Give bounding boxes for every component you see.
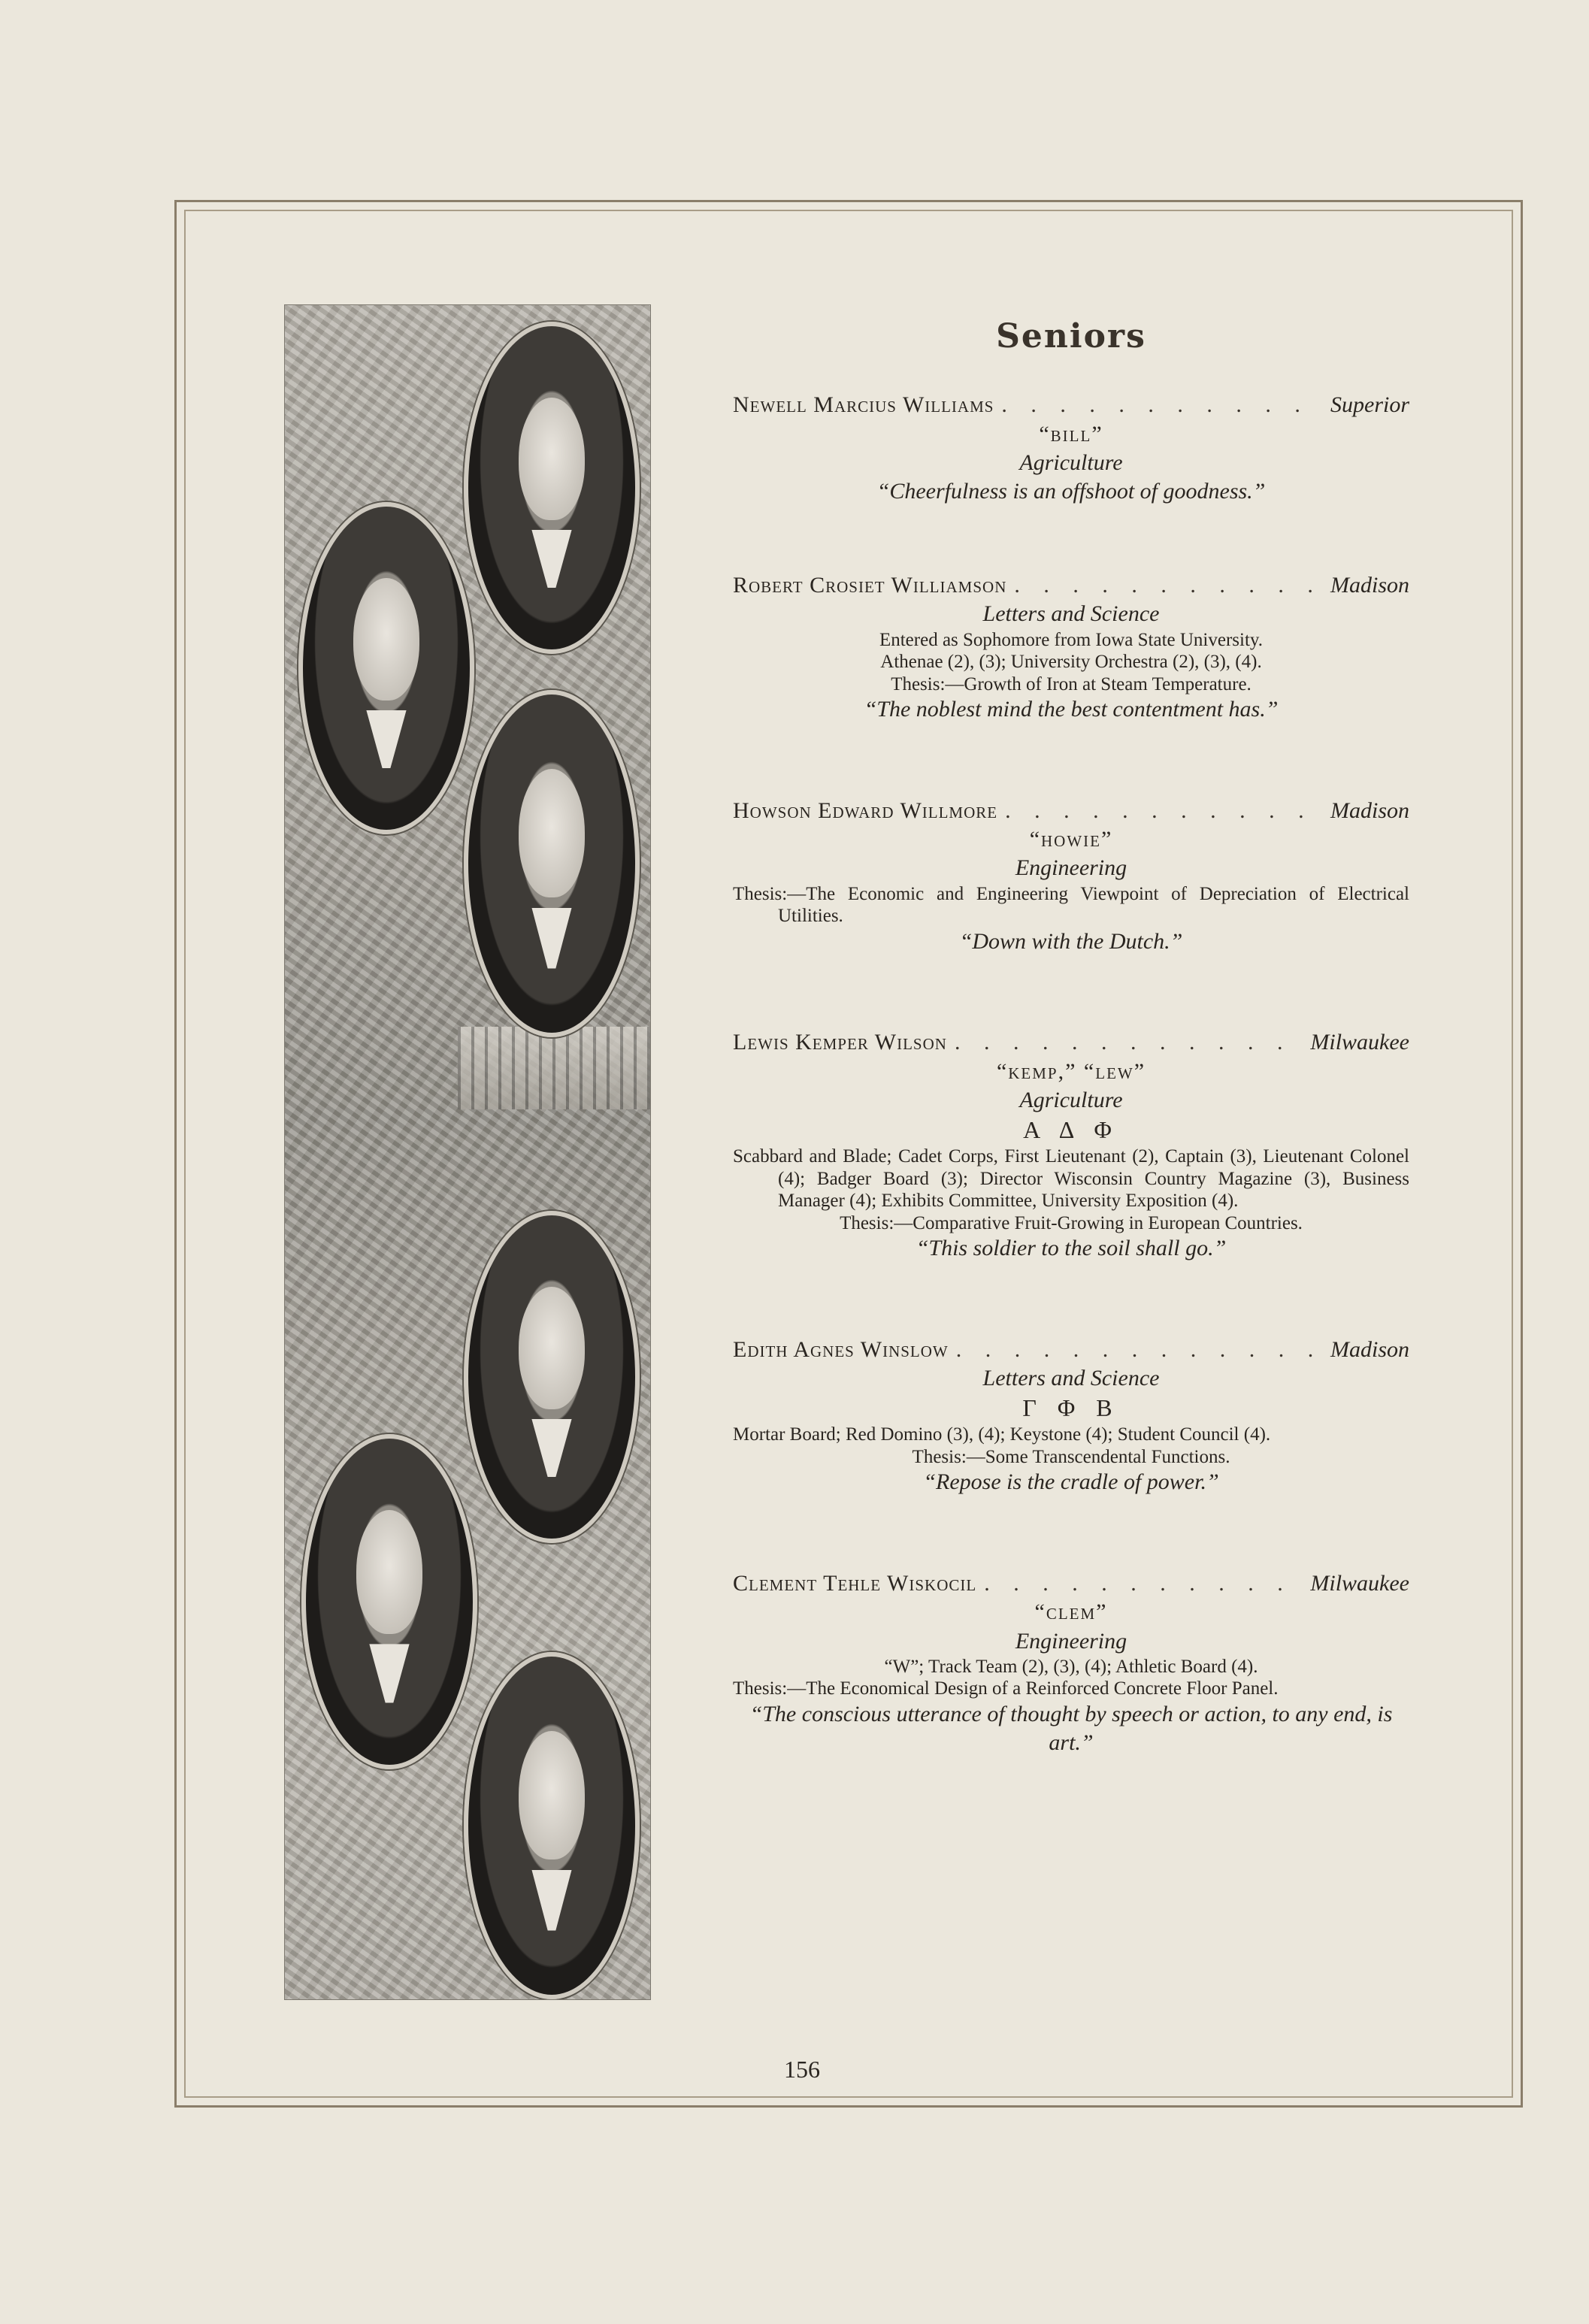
portrait-wiskocil [464, 1652, 640, 1999]
quote: “Down with the Dutch.” [959, 928, 1183, 954]
hometown: Milwaukee [1310, 1030, 1409, 1055]
student-name: Clement Tehle Wiskocil [733, 1570, 977, 1596]
entry-header [733, 797, 1409, 825]
senior-entry [733, 391, 1409, 507]
senior-entry [733, 571, 1409, 725]
quote: “This soldier to the soil shall go.” [916, 1236, 1227, 1261]
portrait-willmore [464, 690, 640, 1037]
senior-entry [733, 797, 1409, 957]
greek-letters: Α Δ Φ [1023, 1116, 1119, 1144]
course: Engineering [1015, 855, 1127, 881]
course: Letters and Science [982, 601, 1160, 627]
hometown: Madison [1330, 572, 1409, 598]
portrait-strip [284, 304, 651, 2000]
course: Engineering [1015, 1628, 1127, 1654]
leader-dots [1005, 797, 1323, 825]
portrait-winslow [301, 1434, 477, 1769]
leader-dots [1014, 571, 1323, 600]
quote: “Cheerfulness is an offshoot of goodness.” [876, 479, 1266, 504]
building-illustration [458, 1027, 650, 1109]
student-name: Howson Edward Willmore [733, 797, 998, 823]
activities: Scabbard and Blade; Cadet Corps, First Lieutenant (2), Captain (3), Lieutenant Colonel (4); Badger Board (3); Director Wisconsin Country Magazine (3), Business Manager (4); Exhibits Committee, University Exposition (4). [733, 1146, 1409, 1212]
nickname: “bill” [1039, 421, 1103, 446]
senior-entry [733, 1336, 1409, 1497]
quote: “The noblest mind the best contentment has.” [864, 697, 1279, 722]
senior-entry [733, 1569, 1409, 1758]
note: Entered as Sophomore from Iowa State University. [879, 629, 1264, 650]
nickname: “howie” [1029, 826, 1113, 852]
leader-dots [955, 1028, 1303, 1057]
student-name: Newell Marcius Williams [733, 392, 994, 418]
thesis: Thesis:—Some Transcendental Functions. [912, 1446, 1230, 1467]
hometown: Superior [1330, 392, 1409, 418]
nickname: “clem” [1034, 1599, 1108, 1625]
leader-dots [1001, 391, 1323, 419]
thesis: Thesis:—The Economic and Engineering Viewpoint of Depreciation of Electrical Utilities. [733, 883, 1409, 927]
hometown: Madison [1330, 797, 1409, 823]
activities: “W”; Track Team (2), (3), (4); Athletic Board (4). [884, 1656, 1258, 1677]
portrait-williamson [298, 502, 474, 834]
quote: “Repose is the cradle of power.” [923, 1469, 1219, 1495]
section-title: Seniors [996, 317, 1146, 356]
hometown: Madison [1330, 1336, 1409, 1362]
entry-header [733, 1028, 1409, 1057]
senior-entries [733, 316, 1409, 1830]
thesis: Thesis:—Comparative Fruit-Growing in European Countries. [840, 1212, 1303, 1233]
course: Agriculture [1019, 1087, 1123, 1112]
nickname: “kemp,” “lew” [996, 1058, 1146, 1084]
entry-header [733, 1569, 1409, 1598]
portrait-wilson [464, 1211, 640, 1543]
portrait-williams [464, 322, 640, 654]
student-name: Edith Agnes Winslow [733, 1336, 949, 1362]
entry-header [733, 391, 1409, 419]
activities: Mortar Board; Red Domino (3), (4); Keystone (4); Student Council (4). [733, 1424, 1271, 1445]
quote: “The conscious utterance of thought by speech or action, to any end, is art.” [749, 1701, 1393, 1756]
student-name: Lewis Kemper Wilson [733, 1030, 947, 1055]
student-name: Robert Crosiet Williamson [733, 572, 1007, 598]
leader-dots [984, 1569, 1303, 1598]
thesis: Thesis:—The Economical Design of a Reinforced Concrete Floor Panel. [733, 1678, 1279, 1699]
course: Agriculture [1019, 450, 1123, 476]
leader-dots [956, 1336, 1323, 1364]
entry-header [733, 571, 1409, 600]
greek-letters: Γ Φ Β [1022, 1394, 1120, 1422]
note: Athenae (2), (3); University Orchestra (2), (3), (4). [880, 652, 1262, 673]
hometown: Milwaukee [1310, 1570, 1409, 1596]
course: Letters and Science [982, 1366, 1160, 1391]
note: Thesis:—Growth of Iron at Steam Temperature. [891, 673, 1252, 694]
senior-entry [733, 1028, 1409, 1263]
entry-header [733, 1336, 1409, 1364]
page-number: 156 [784, 2056, 820, 2083]
